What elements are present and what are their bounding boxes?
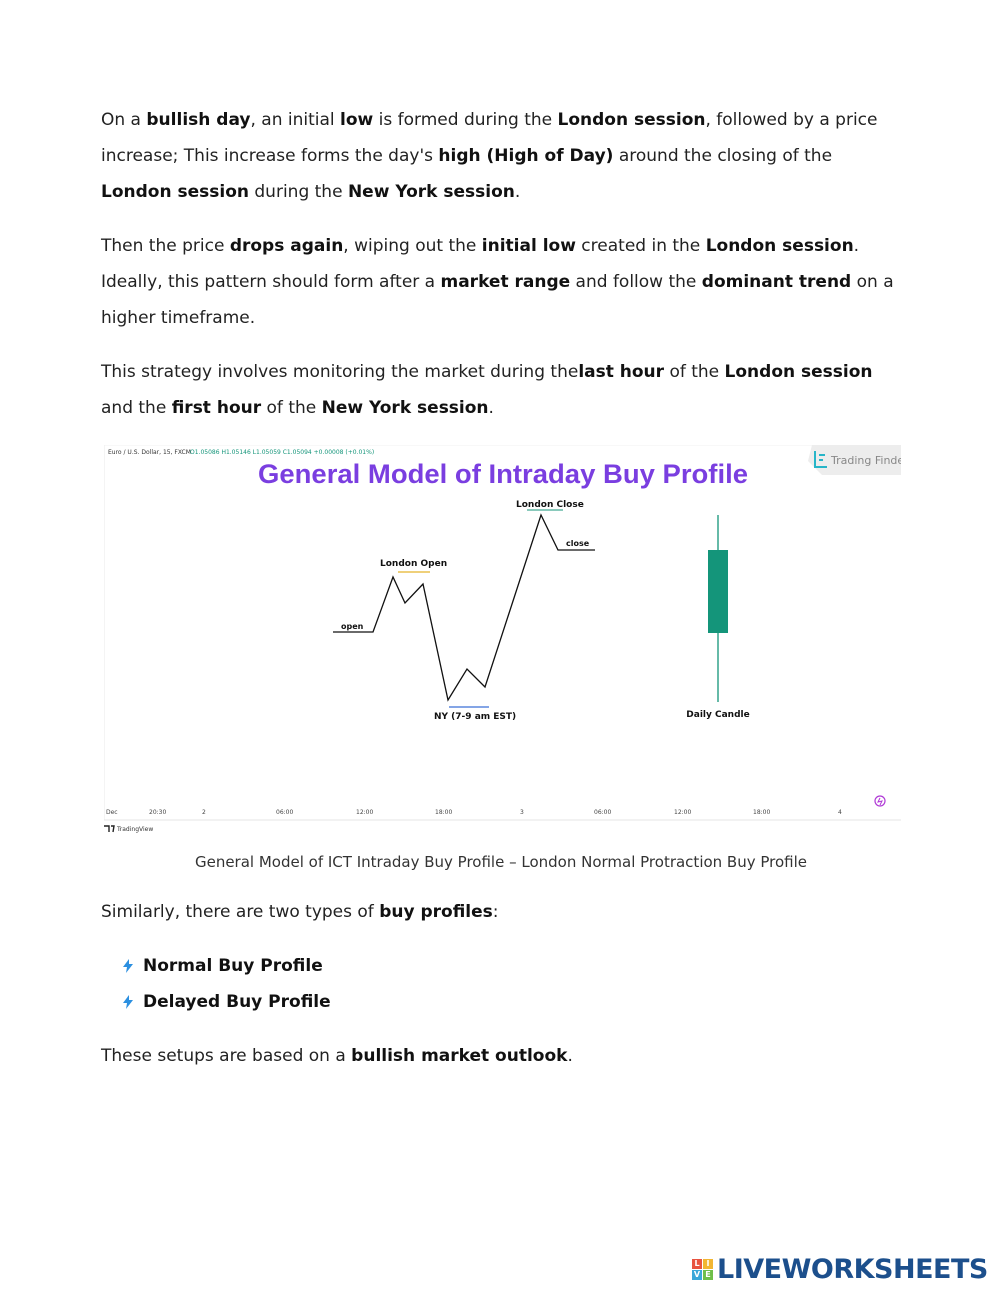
time-tick: 18:00	[753, 809, 771, 816]
paragraph-bullish-day	[101, 102, 901, 210]
bold-text: first hour	[171, 398, 262, 418]
text-run: Then the price	[101, 236, 230, 256]
label-close: close	[566, 539, 590, 548]
time-tick: 06:00	[594, 809, 612, 816]
text-run: on a higher timeframe.	[101, 272, 894, 328]
text-run: , an initial	[250, 110, 341, 130]
bold-text: London session	[705, 236, 854, 256]
liveworksheets-logo-icon	[692, 1259, 713, 1280]
time-tick: 18:00	[435, 809, 453, 816]
time-tick: 20:30	[149, 809, 167, 816]
chart-figure	[104, 445, 901, 835]
text-run: , wiping out the	[343, 236, 482, 256]
bold-text: dominant trend	[701, 272, 852, 292]
bold-text: New York session	[347, 182, 515, 202]
text-run: around the closing of the	[613, 146, 833, 166]
liveworksheets-wordmark: LIVEWORKSHEETS	[717, 1253, 988, 1285]
time-tick: 4	[838, 809, 842, 816]
bold-text: initial low	[481, 236, 576, 256]
time-tick: 12:00	[356, 809, 374, 816]
list-item	[122, 984, 331, 1020]
bold-text: London session	[557, 110, 706, 130]
ohlc-readout: O1.05086 H1.05146 L1.05059 C1.05094 +0.00008 (+0.01%)	[190, 449, 375, 456]
daily-candle-body	[708, 550, 728, 633]
text-run: and the	[101, 398, 172, 418]
text-run: .	[514, 182, 521, 202]
chart-title: General Model of Intraday Buy Profile	[258, 459, 748, 489]
text-run: of the	[664, 362, 725, 382]
time-tick: 2	[202, 809, 206, 816]
ticker-label: Euro / U.S. Dollar, 15, FXCM	[108, 449, 191, 456]
text-run: . Ideally, this pattern should form after a	[101, 236, 860, 292]
bold-text: last hour	[578, 362, 665, 382]
chart-image	[104, 445, 901, 835]
list-item	[122, 948, 331, 984]
bold-text: drops again	[229, 236, 344, 256]
logo-letter: E	[703, 1270, 713, 1280]
text-run: .	[488, 398, 494, 418]
label-open: open	[341, 622, 364, 631]
paragraph-strategy	[101, 354, 901, 426]
paragraph-buy-profiles	[101, 894, 901, 930]
text-run: These setups are based on a	[101, 1046, 352, 1066]
logo-letter: L	[692, 1259, 702, 1269]
text-run: created in the	[575, 236, 706, 256]
time-tick: 06:00	[276, 809, 294, 816]
text-run: :	[492, 902, 499, 922]
list-item-label: Normal Buy Profile	[143, 956, 323, 976]
text-run: This strategy involves monitoring the market during the	[101, 362, 579, 382]
bold-text: high (High of Day)	[438, 146, 614, 166]
label-london-close: London Close	[516, 500, 584, 510]
text-run: , followed by a price increase; This increase forms the day's	[101, 110, 878, 166]
text-run: during the	[248, 182, 348, 202]
bold-text: bullish market outlook	[351, 1046, 568, 1066]
text-run: of the	[261, 398, 322, 418]
figure-caption: General Model of ICT Intraday Buy Profile – London Normal Protraction Buy Profile	[194, 853, 808, 871]
bold-text: New York session	[321, 398, 489, 418]
bold-text: market range	[440, 272, 571, 292]
text-run: Similarly, there are two types of	[101, 902, 380, 922]
label-london-open: London Open	[380, 559, 448, 569]
bold-text: buy profiles	[379, 902, 493, 922]
tradingview-brand: TradingView	[117, 826, 154, 833]
text-run: and follow the	[570, 272, 702, 292]
paragraph-price-drops	[101, 228, 901, 336]
bold-text: London session	[101, 182, 249, 202]
liveworksheets-logo	[692, 1252, 988, 1286]
text-run: .	[567, 1046, 573, 1066]
bold-text: low	[340, 110, 374, 130]
label-daily-candle: Daily Candle	[686, 710, 750, 720]
time-tick: 3	[520, 809, 524, 816]
label-ny-session: NY (7-9 am EST)	[434, 712, 517, 722]
text-run: is formed during the	[373, 110, 558, 130]
time-tick: 12:00	[674, 809, 692, 816]
logo-letter: I	[703, 1259, 713, 1269]
time-tick: Dec	[106, 809, 118, 816]
bold-text: bullish day	[146, 110, 251, 130]
buy-profile-list	[122, 948, 331, 1020]
text-run: On a	[101, 110, 147, 130]
logo-letter: V	[693, 1269, 701, 1279]
lightning-bolt-icon	[122, 959, 134, 973]
lightning-bolt-icon	[122, 995, 134, 1009]
list-item-label: Delayed Buy Profile	[143, 992, 331, 1012]
paragraph-setups	[101, 1038, 901, 1074]
bold-text: London session	[724, 362, 873, 382]
watermark-text: Trading Finder	[831, 454, 901, 467]
